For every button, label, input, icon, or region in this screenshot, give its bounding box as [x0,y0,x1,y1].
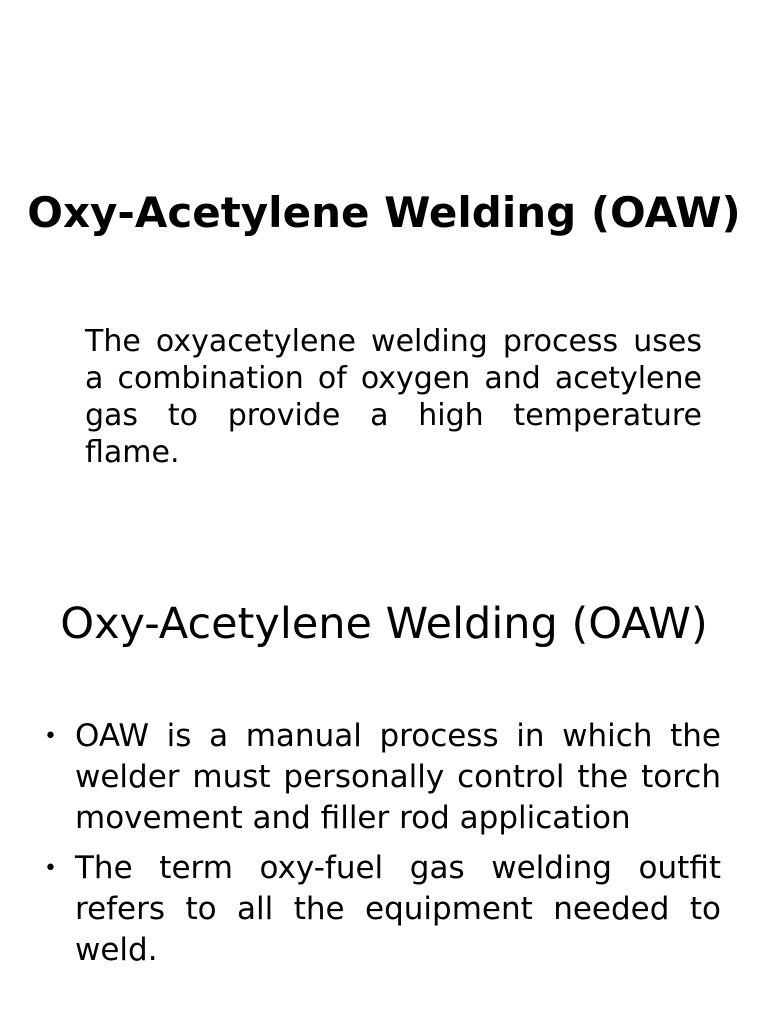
slide-2-title: Oxy-Acetylene Welding (OAW) [60,599,708,649]
slide-1-body-text: The oxyacetylene welding process uses a combination of oxygen and acetylene gas to provide a high temperature flame. [85,324,702,470]
bullet-text: OAW is a manual process in which the welder must personally control the torch movement and filler rod application [75,718,721,836]
bullet-text: The term oxy-fuel gas welding outfit refers to all the equipment needed to weld. [75,850,721,968]
bullet-icon: • [44,724,57,749]
bullet-item [44,848,721,971]
slide-2 [0,512,768,1024]
bullet-icon: • [44,856,57,881]
bullet-list [0,716,768,980]
bullet-item [44,716,721,839]
slide-1-title: Oxy-Acetylene Welding (OAW) [27,188,741,237]
